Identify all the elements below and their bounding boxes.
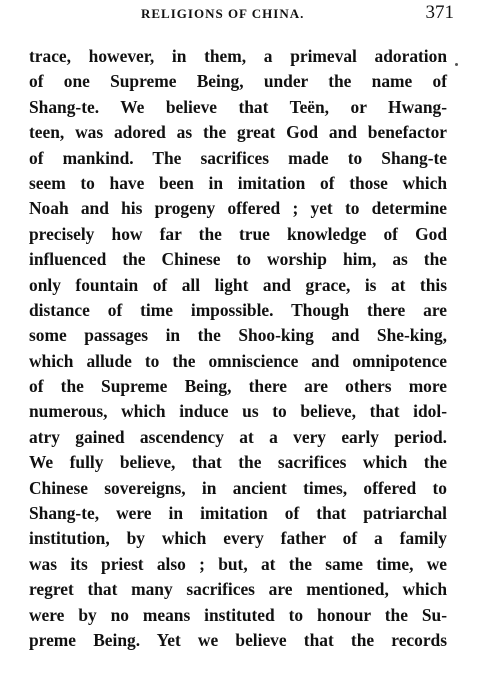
paper-speck	[455, 63, 458, 66]
text-line: Noah and his progeny offered ; yet to determine	[29, 198, 447, 219]
text-line: of mankind. The sacrifices made to Shang-te	[29, 147, 447, 168]
page-number: 371	[425, 2, 454, 23]
text-line: distance of time impossible. Though there are	[29, 299, 447, 320]
text-line: were by no means instituted to honour the Su-	[29, 604, 447, 625]
text-line: preme Being. Yet we believe that the records	[29, 629, 447, 650]
text-line: numerous, which induce us to believe, that idol-	[29, 401, 447, 422]
running-header-title: RELIGIONS OF CHINA.	[141, 6, 305, 21]
text-line: was its priest also ; but, at the same time, we	[29, 553, 447, 574]
text-line: We fully believe, that the sacrifices which the	[29, 452, 447, 473]
text-line: Shang-te. We believe that Teën, or Hwang-	[29, 96, 447, 117]
text-line: teen, was adored as the great God and benefactor	[29, 122, 447, 143]
text-line: influenced the Chinese to worship him, as the	[29, 249, 447, 270]
text-line: of the Supreme Being, there are others more	[29, 376, 447, 397]
text-line: Chinese sovereigns, in ancient times, offered to	[29, 477, 447, 498]
text-line: trace, however, in them, a primeval adoration	[29, 46, 447, 66]
text-line: seem to have been in imitation of those which	[29, 172, 447, 193]
text-line: atry gained ascendency at a very early period.	[29, 426, 447, 447]
text-line: some passages in the Shoo-king and She-king,	[29, 325, 447, 346]
text-line: precisely how far the true knowledge of God	[29, 223, 447, 244]
text-line: which allude to the omniscience and omnipotence	[29, 350, 447, 371]
text-line: regret that many sacrifices are mentioned, which	[29, 579, 447, 600]
body-text	[29, 44, 447, 653]
text-line: Shang-te, were in imitation of that patriarchal	[29, 503, 447, 524]
text-line: of one Supreme Being, under the name of	[29, 71, 447, 92]
text-line: only fountain of all light and grace, is at this	[29, 274, 447, 295]
text-line: institution, by which every father of a family	[29, 528, 447, 549]
